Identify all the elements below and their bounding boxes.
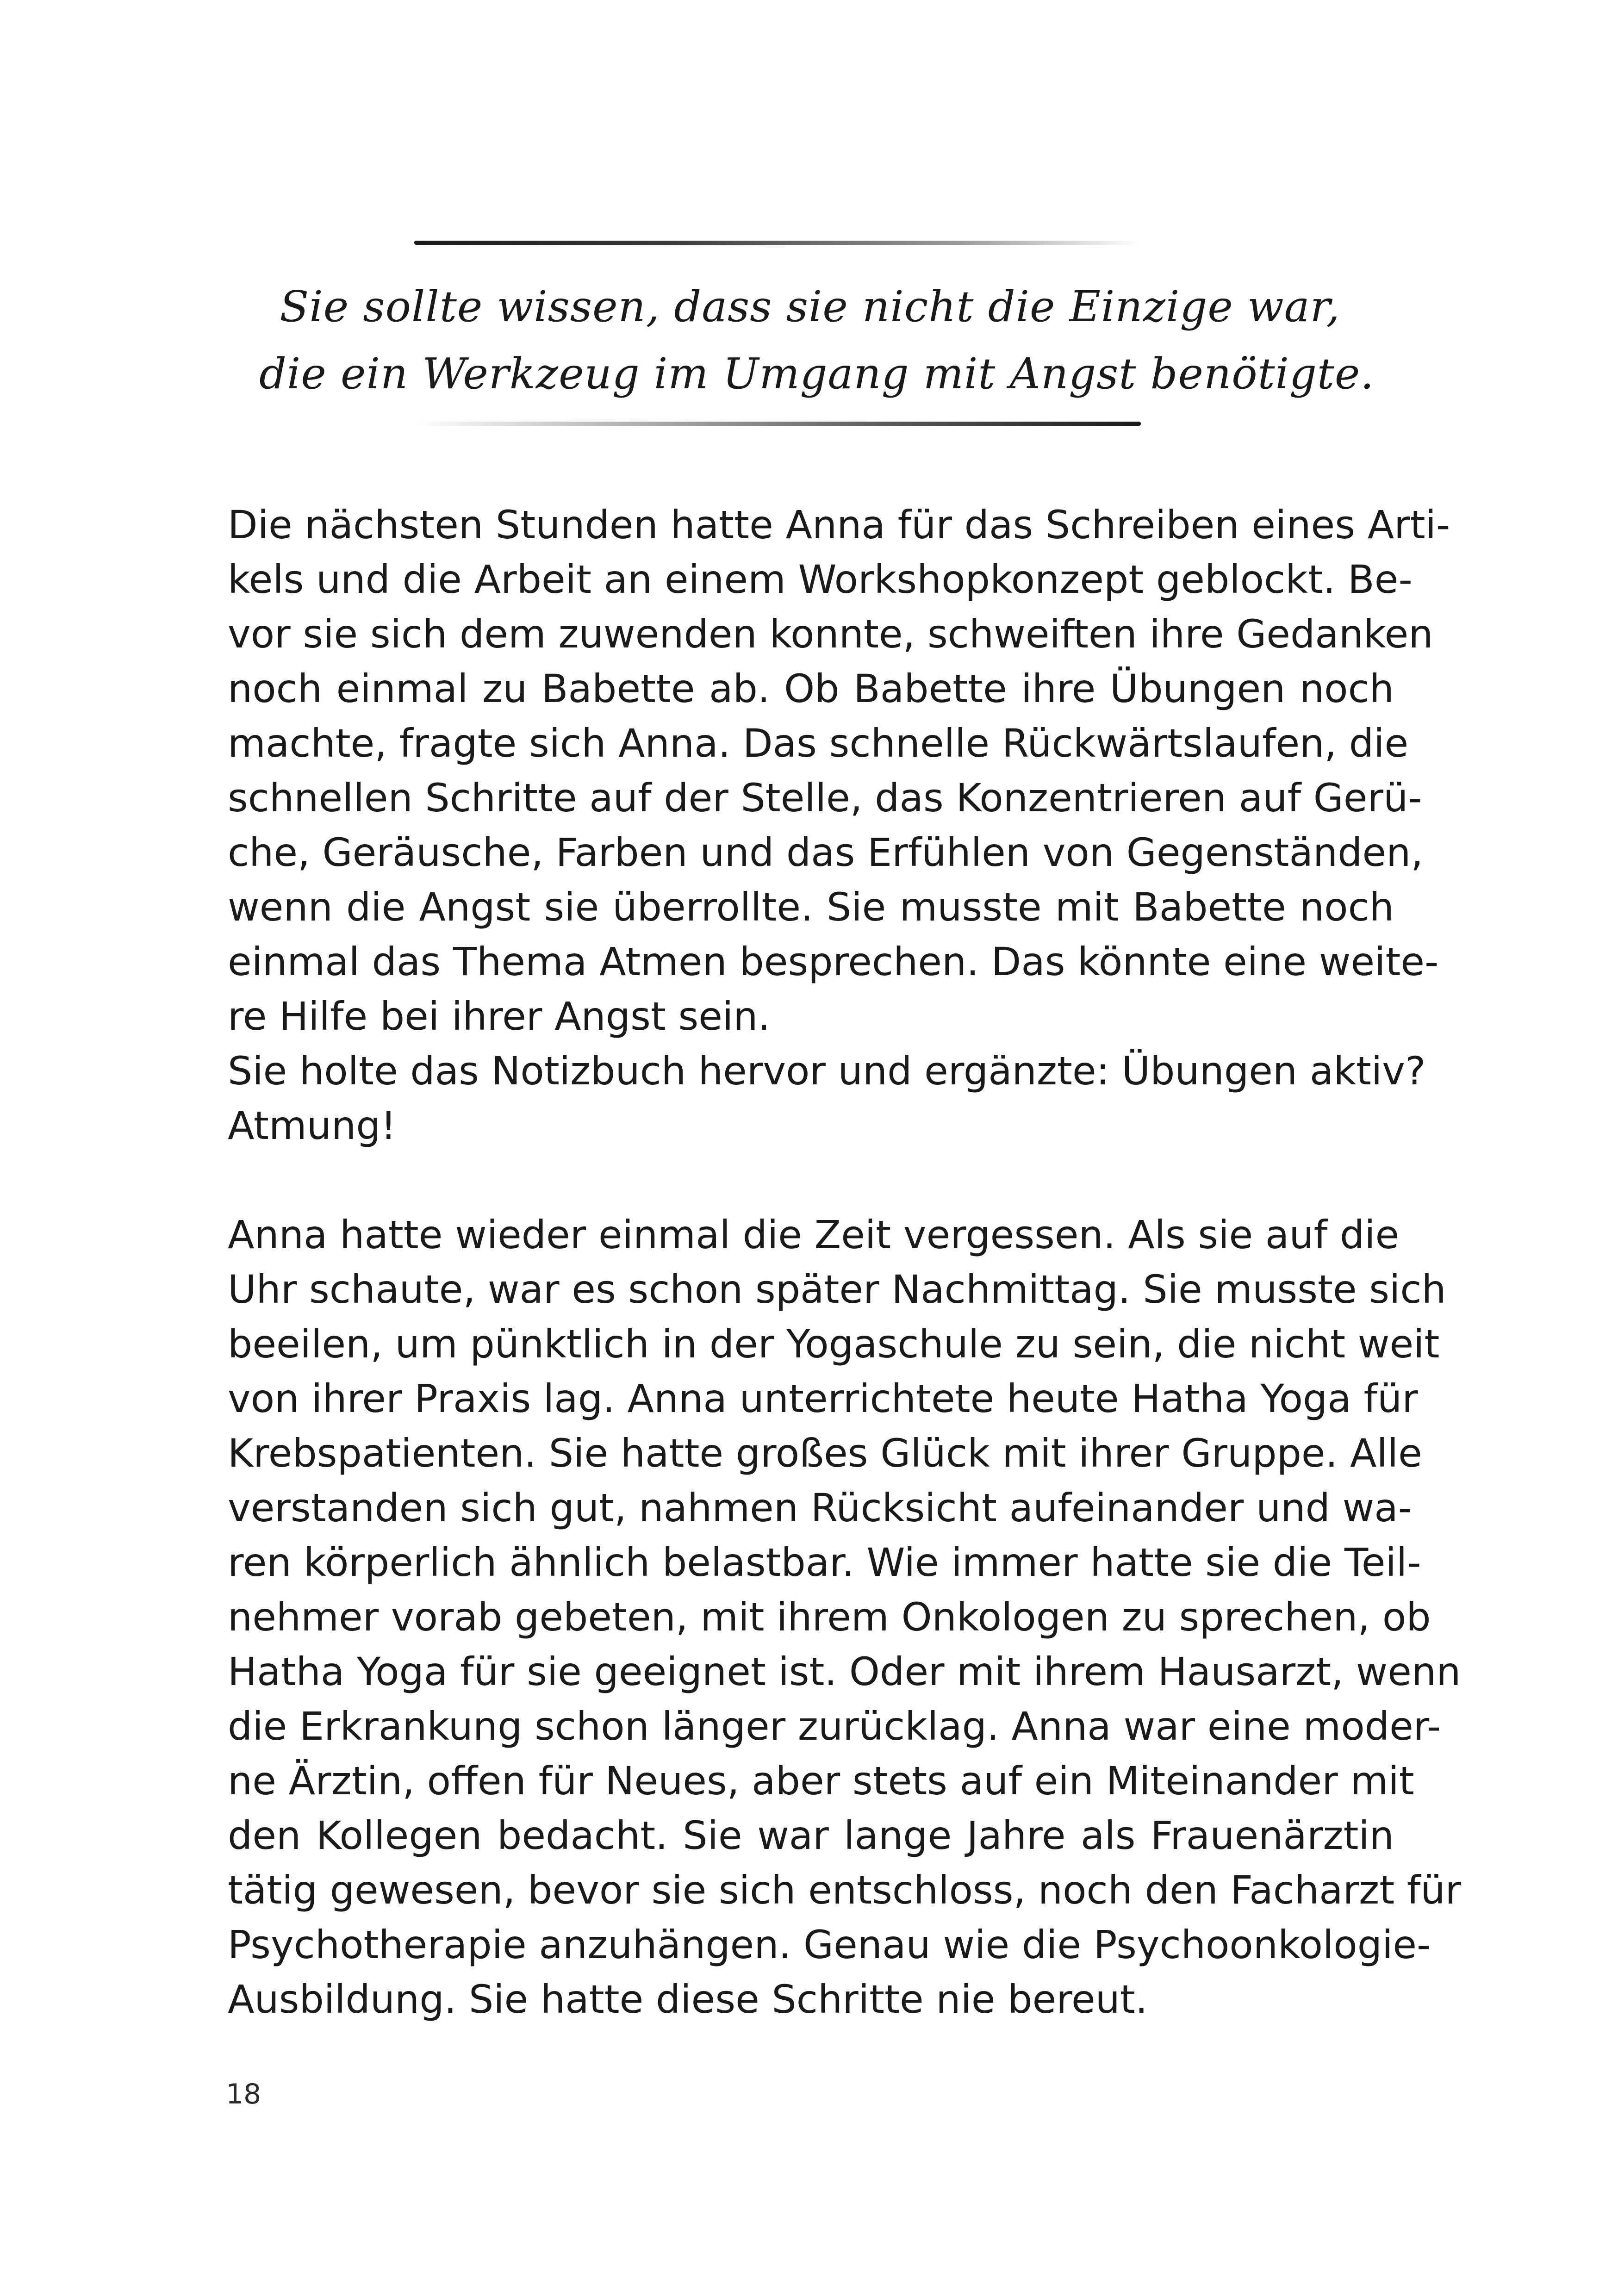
paragraph [228,1207,1462,2027]
text-line: machte, fragte sich Anna. Das schnelle Rückwärtslaufen, die [228,721,1409,766]
text-line: ne Ärztin, offen für Neues, aber stets auf ein Miteinander mit [228,1758,1414,1804]
text-line: Ausbildung. Sie hatte diese Schritte nie bereut. [228,1977,1148,2022]
text-line: wenn die Angst sie überrollte. Sie musste mit Babette noch [228,884,1394,930]
paragraph [228,498,1450,1044]
text-line: nehmer vorab gebeten, mit ihrem Onkologen zu sprechen, ob [228,1594,1431,1640]
pull-quote-line: die ein Werkzeug im Umgang mit Angst benötigte. [259,349,1375,398]
body-text [228,498,1462,2027]
text-line: einmal das Thema Atmen besprechen. Das könnte eine weite- [228,939,1439,984]
text-line: Die nächsten Stunden hatte Anna für das Schreiben eines Arti- [228,502,1450,548]
quote-top-rule [414,241,1141,245]
text-line: Uhr schaute, war es schon später Nachmittag. Sie musste sich [228,1267,1446,1312]
text-line: beeilen, um pünktlich in der Yogaschule zu sein, die nicht weit [228,1321,1440,1367]
quote-bottom-rule [414,422,1141,426]
text-line: kels und die Arbeit an einem Workshopkonzept geblockt. Be- [228,557,1413,602]
pull-quote [259,273,1375,407]
paragraph [228,1044,1426,1153]
text-line: Anna hatte wieder einmal die Zeit vergessen. Als sie auf die [228,1212,1400,1257]
text-line: die Erkrankung schon länger zurücklag. Anna war eine moder- [228,1704,1441,1749]
text-line: tätig gewesen, bevor sie sich entschloss, noch den Facharzt für [228,1867,1462,1913]
text-line: Hatha Yoga für sie geeignet ist. Oder mit ihrem Hausarzt, wenn [228,1649,1461,1694]
text-line: von ihrer Praxis lag. Anna unterrichtete heute Hatha Yoga für [228,1376,1418,1421]
paragraph-spacer [228,1153,1394,1207]
text-line: schnellen Schritte auf der Stelle, das Konzentrieren auf Gerü- [228,775,1422,821]
text-line: Psychotherapie anzuhängen. Genau wie die Psychoonkologie- [228,1922,1431,1967]
text-line: Krebspatienten. Sie hatte großes Glück mit ihrer Gruppe. Alle [228,1431,1422,1476]
pull-quote-line: Sie sollte wissen, dass sie nicht die Einzige war, [280,282,1340,331]
page-number: 18 [226,2078,261,2110]
text-line: ren körperlich ähnlich belastbar. Wie immer hatte sie die Teil- [228,1540,1421,1585]
text-line: verstanden sich gut, nahmen Rücksicht aufeinander und wa- [228,1485,1413,1531]
text-line: re Hilfe bei ihrer Angst sein. [228,994,771,1039]
text-line: che, Geräusche, Farben und das Erfühlen von Gegenständen, [228,830,1424,875]
text-line: Sie holte das Notizbuch hervor und ergänzte: Übungen aktiv? [228,1048,1426,1094]
text-line: vor sie sich dem zuwenden konnte, schweiften ihre Gedanken [228,611,1433,657]
text-line: noch einmal zu Babette ab. Ob Babette ihre Übungen noch [228,666,1394,711]
text-line: Atmung! [228,1103,397,1148]
text-line: den Kollegen bedacht. Sie war lange Jahre als Frauenärztin [228,1813,1394,1858]
